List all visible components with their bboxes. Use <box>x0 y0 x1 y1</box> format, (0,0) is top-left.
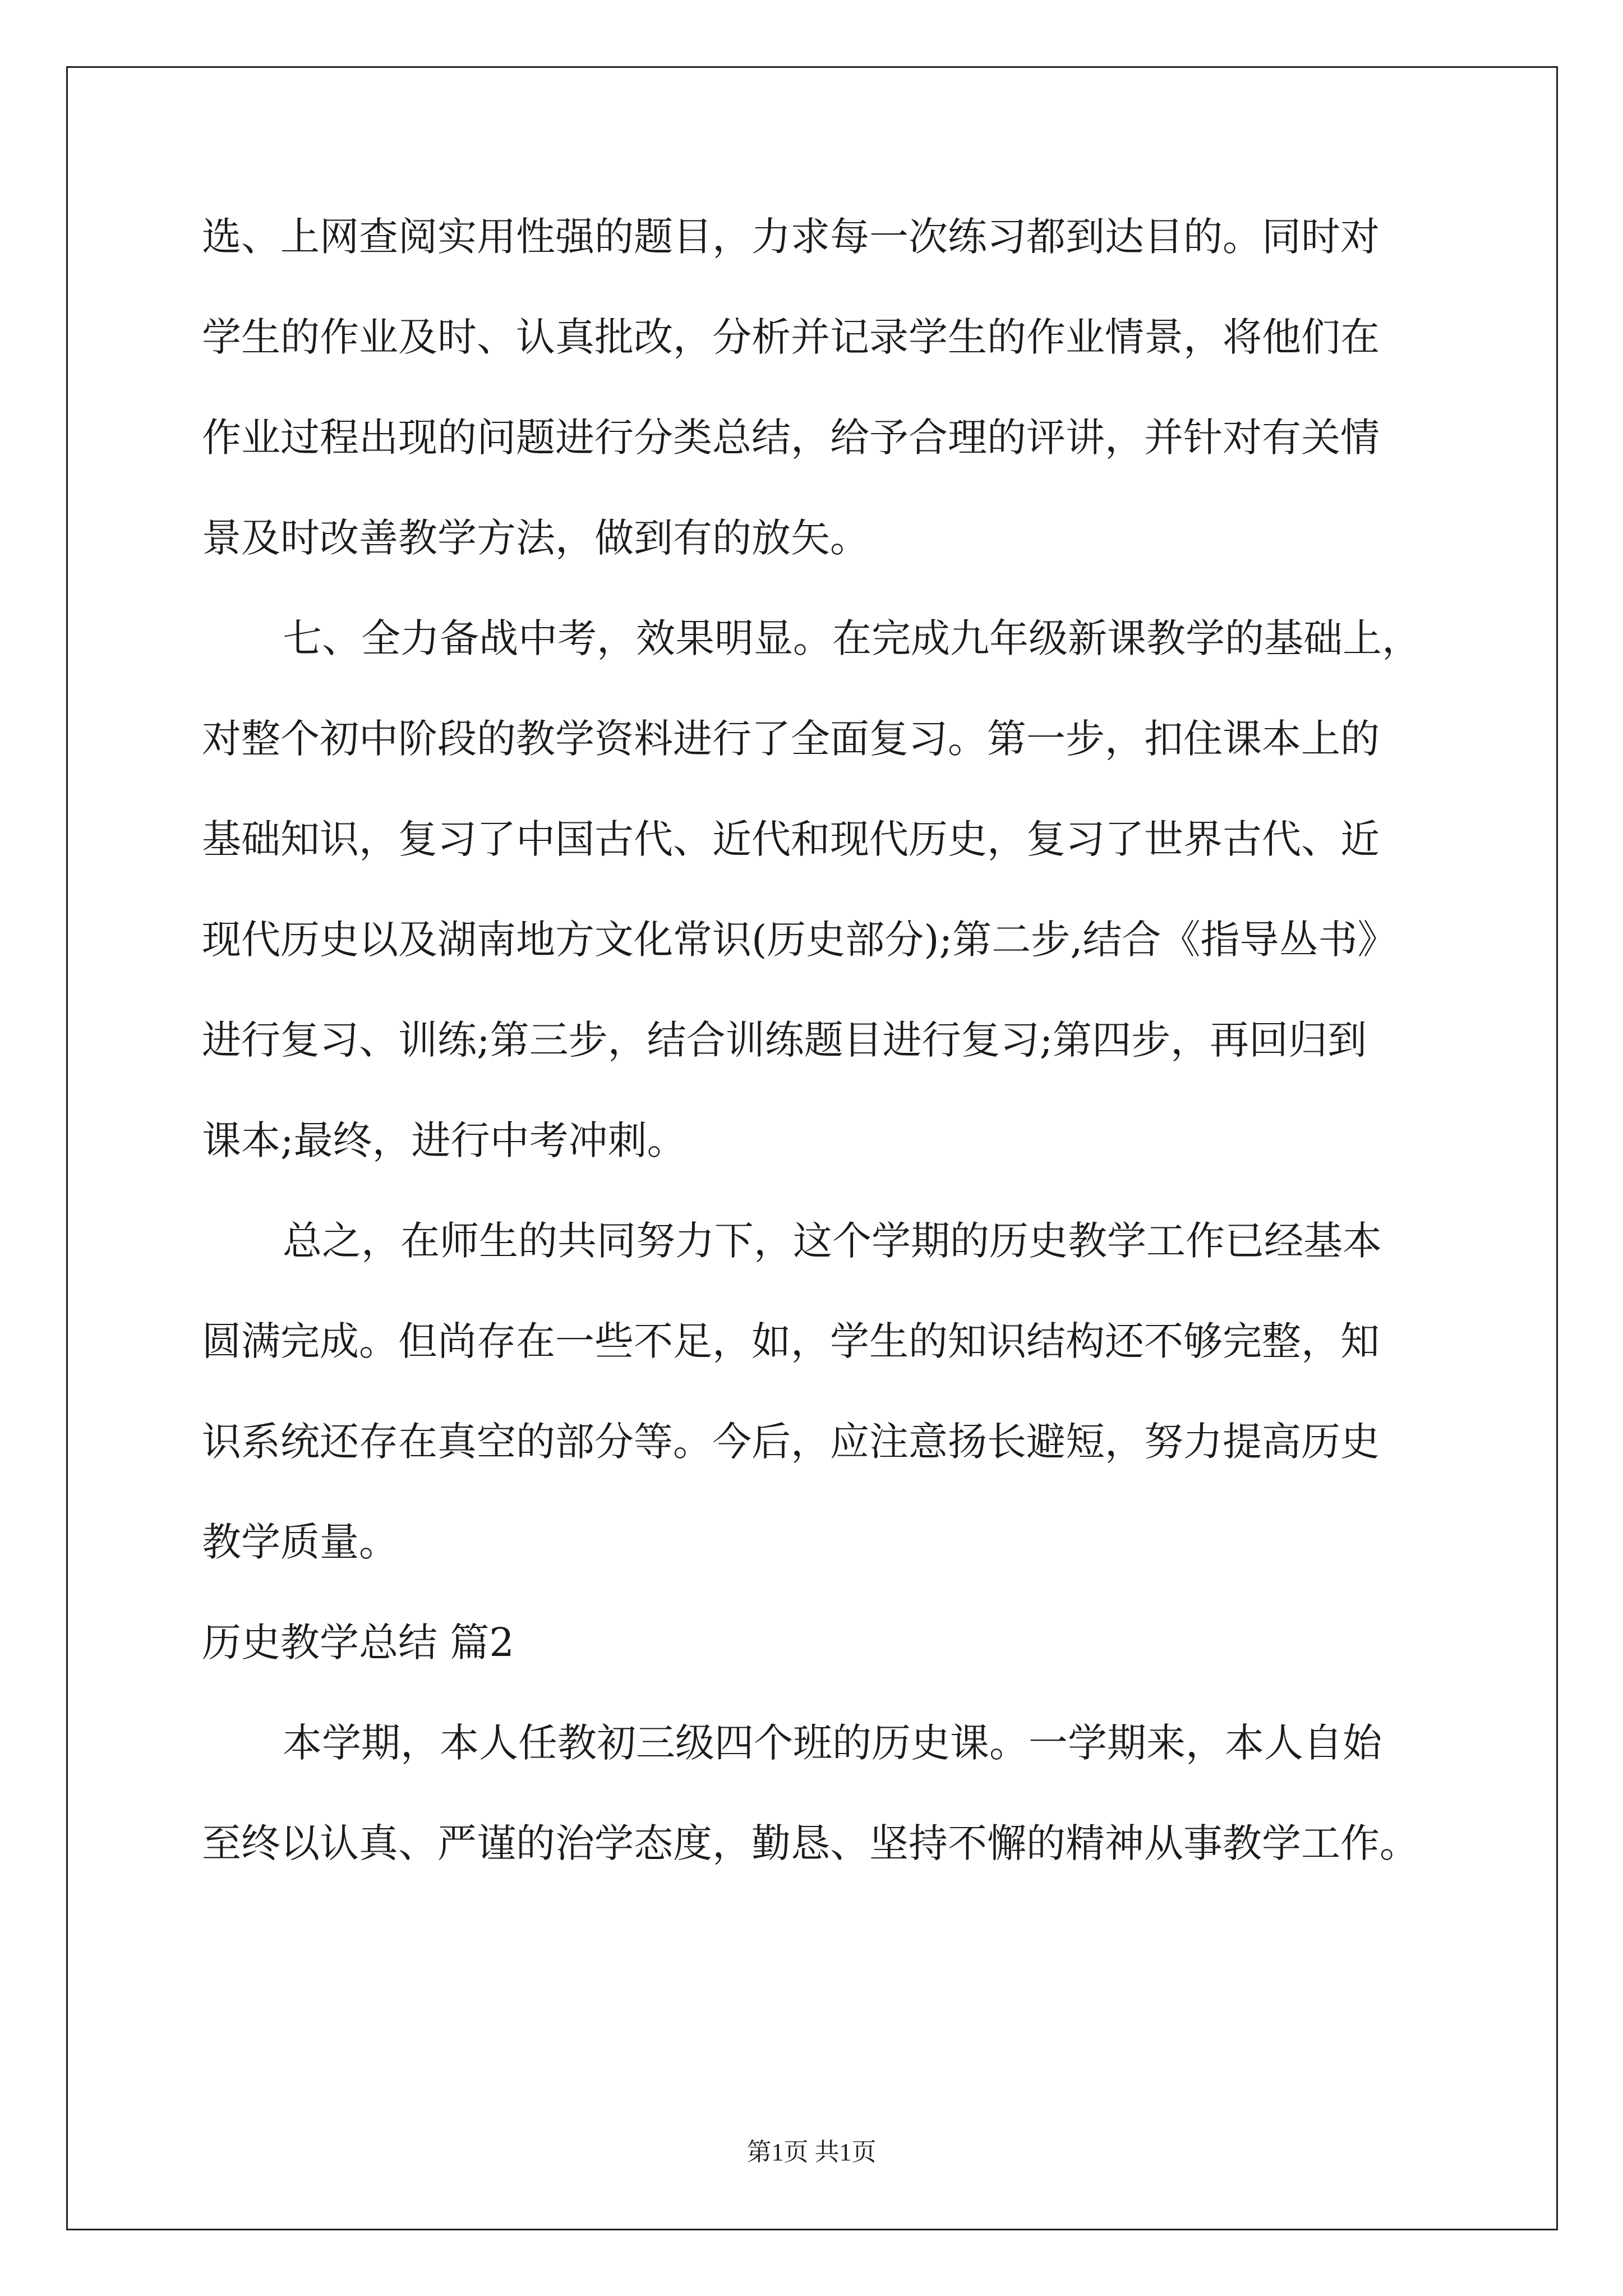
body-line: 圆满完成。但尚存在一些不足，如，学生的知识结构还不够完整，知 <box>202 1318 1380 1364</box>
body-line: 总之，在师生的共同努力下，这个学期的历史教学工作已经基本 <box>283 1218 1382 1264</box>
body-line: 选、上网查阅实用性强的题目，力求每一次练习都到达目的。同时对 <box>202 214 1380 260</box>
body-line: 七、全力备战中考，效果明显。在完成九年级新课教学的基础上， <box>283 615 1421 661</box>
body-line: 至终以认真、严谨的治学态度，勤恳、坚持不懈的精神从事教学工作。 <box>202 1820 1419 1866</box>
body-line: 课本;最终，进行中考冲刺。 <box>202 1117 686 1163</box>
body-line: 基础知识，复习了中国古代、近代和现代历史，复习了世界古代、近 <box>202 816 1380 862</box>
body-line: 现代历史以及湖南地方文化常识(历史部分);第二步,结合《指导丛书》 <box>202 917 1397 963</box>
body-line: 作业过程出现的问题进行分类总结，给予合理的评讲，并针对有关情 <box>202 415 1380 461</box>
body-line: 本学期，本人任教初三级四个班的历史课。一学期来，本人自始 <box>283 1720 1382 1766</box>
page-footer: 第1页 共1页 <box>746 2138 877 2166</box>
section-heading: 历史教学总结 篇2 <box>202 1619 514 1665</box>
body-line: 景及时改善教学方法，做到有的放矢。 <box>202 515 869 561</box>
body-line: 识系统还存在真空的部分等。今后，应注意扬长避短，努力提高历史 <box>202 1419 1380 1465</box>
body-line: 学生的作业及时、认真批改，分析并记录学生的作业情景，将他们在 <box>202 314 1380 360</box>
body-line: 教学质量。 <box>202 1519 398 1565</box>
body-line: 进行复习、训练;第三步，结合训练题目进行复习;第四步，再回归到 <box>202 1017 1367 1063</box>
body-line: 对整个初中阶段的教学资料进行了全面复习。第一步，扣住课本上的 <box>202 716 1380 762</box>
